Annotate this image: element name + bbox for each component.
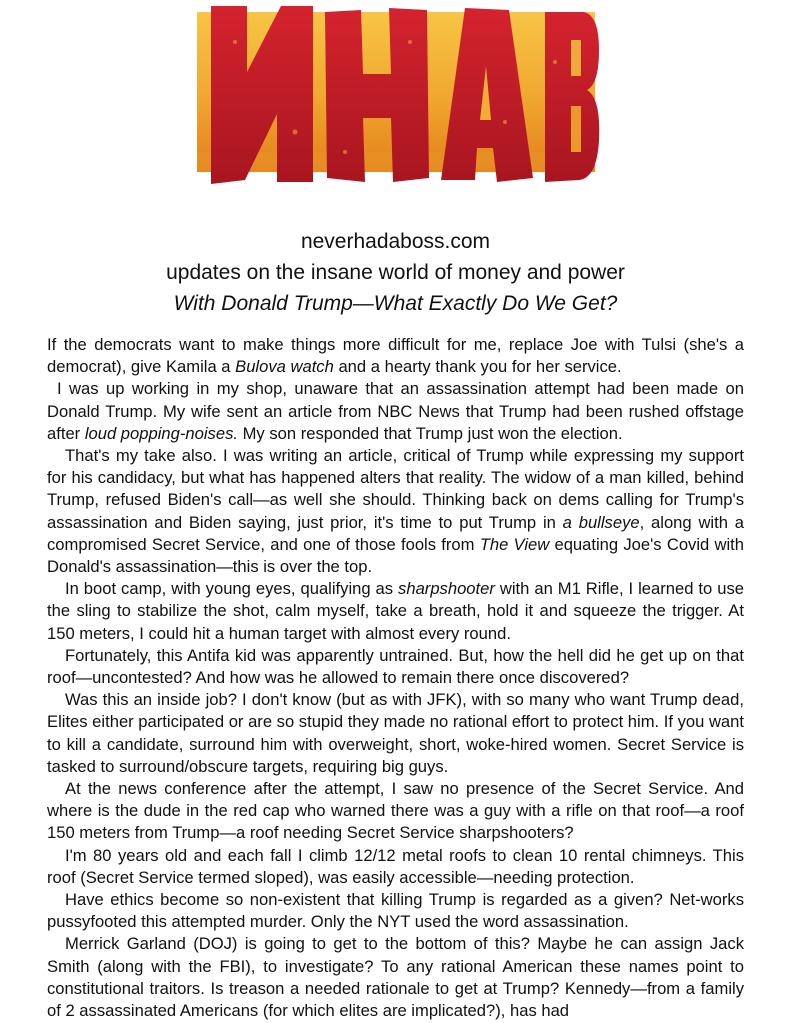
paragraph-1: If the democrats want to make things more difficult for me, replace Joe with Tulsi (she's a democrat), give Kamila a Bulova watch and a hearty thank you for her service. — [47, 335, 744, 377]
paragraph-7: At the news conference after the attempt, I saw no presence of the Secret Service. And where is the dude in the red cap who warned there was a guy with a rifle on that roof—a roof 150 meters from Trump—a roof needing Secret Service sharpshooters? — [47, 779, 744, 843]
paragraph-8: I'm 80 years old and each fall I climb 12/12 metal roofs to clean 10 rental chimneys. This roof (Secret Service termed sloped), was easily accessible—needing protection. — [47, 845, 744, 887]
site-url: neverhadaboss.com — [300, 230, 491, 253]
site-tagline: updates on the insane world of money and power — [166, 261, 625, 284]
paragraph-5: Fortunately, this Antifa kid was apparently untrained. But, how the hell did he get up on that roof—uncontested? And how was he allowed to remain there once discovered? — [47, 645, 744, 688]
paragraph-4: In boot camp, with young eyes, qualifying as sharpshooter with an M1 Rifle, I learned to use the sling to stabilize the shot, calm myself, take a breath, hold it and squeeze the trigger. At 150 meters, I could hit a human target with almost every round. — [47, 579, 744, 643]
emphasis-the-view: The View — [479, 534, 550, 554]
paragraph-10: Merrick Garland (DOJ) is going to get to the bottom of this? Maybe he can assign Jack Smith (along with the FBI), to investigate? To any rational American these names point to constitutional traitors. Is treason a needed rationale to get at Trump? Kennedy—from a family of 2 assassinated Americans (for which elites are implicated?), has had — [47, 934, 744, 1021]
paragraph-3: That's my take also. I was writing an article, critical of Trump while expressing my support for his candidacy, but what has happened alters that reality. The widow of a man killed, behind Trump, refused Biden's call—as well she should. Thinking back on dems calling for Trump's assassination and Biden saying, just prior, it's time to put Trump in a bullseye, along with a compromised Secret Service, and one of those fools from The View equating Joe's Covid with Donald's assassination—this is over the top. — [47, 446, 745, 577]
emphasis-a-bullseye: a bullseye — [562, 512, 640, 532]
paragraph-9: Have ethics become so non-existent that killing Trump is regarded as a given? Net-works pussyfooted this attempted murder. Only the NYT used the word assassination. — [47, 890, 744, 932]
emphasis-bulova-watch: Bulova watch — [235, 357, 334, 377]
paragraph-2: I was up working in my shop, unaware that an assassination attempt had been made on Donald Trump. My wife sent an article from NBC News that Trump had been rushed offstage after loud popping-noises. My son responded that Trump just won the election. — [47, 379, 744, 443]
emphasis-sharpshooter: sharpshooter — [398, 579, 495, 599]
site-header — [0, 226, 791, 319]
emphasis-loud-popping-noises: loud popping-noises. — [84, 423, 238, 443]
paragraph-6: Was this an inside job? I don't know (but as with JFK), with so many who want Trump dead, Elites either participated or are so stupid they made no rational effort to protect him. If you want to kill a candidate, surround him with overweight, short, woke-hired women. Secret Service is tasked to surround/obscure targets, requiring big guys. — [47, 690, 745, 776]
article-body — [47, 334, 744, 1022]
article-title: With Donald Trump—What Exactly Do We Get? — [173, 292, 618, 315]
nhab-logo — [195, 2, 600, 188]
nhab-logo-graphic — [195, 2, 600, 188]
